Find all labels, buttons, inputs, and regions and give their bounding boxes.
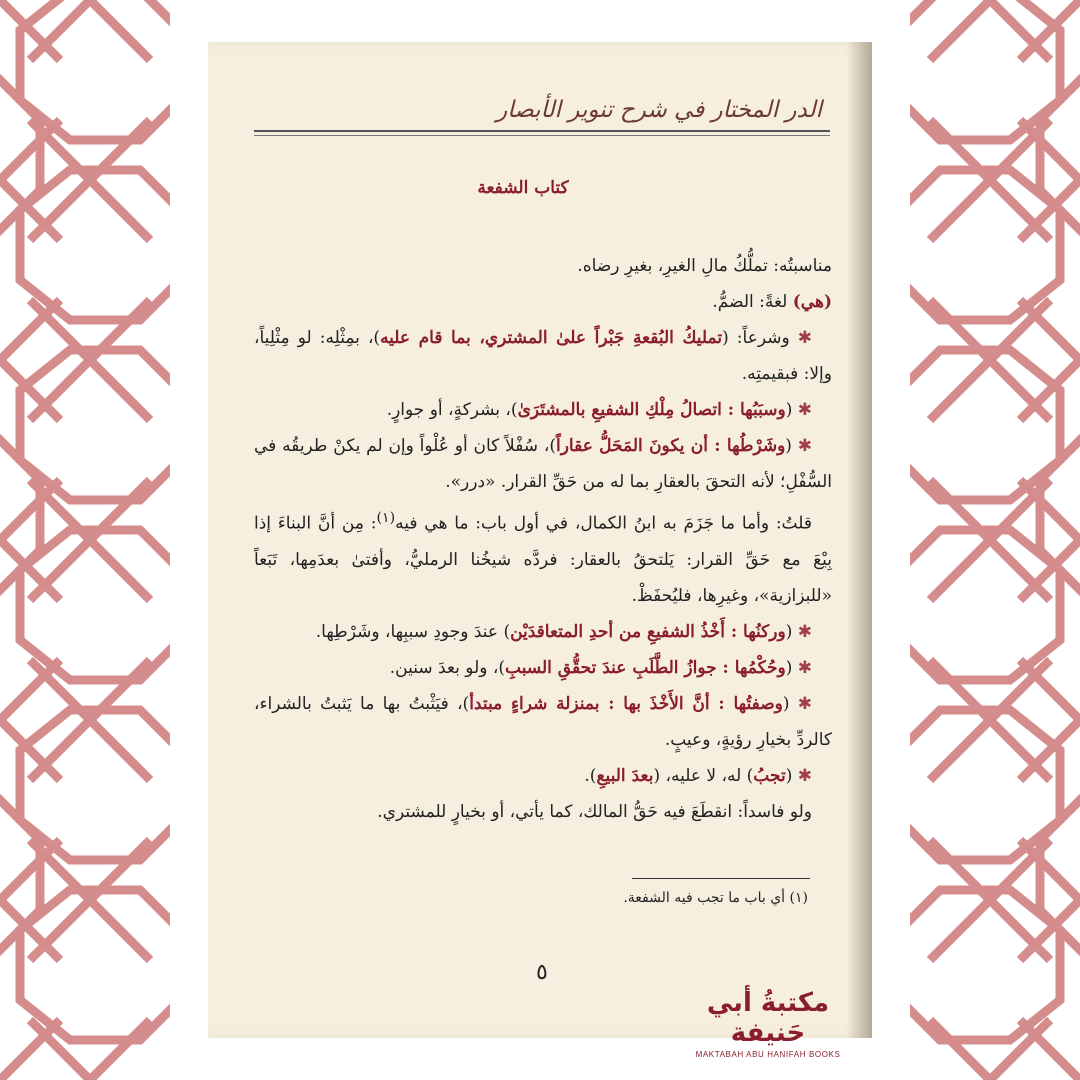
sharh-text: : مِن أنَّ البناءَ إذا بِيْعَ مع حَقِّ القرار: يَلتحقُ بالعقار: فردَّه شيخُنا الرمليُّ، وأفتىٰ بعدَمِها، تَبَعاً «للبزازية»، وغيرِها، فليُحفَظْ. [254,513,832,606]
paragraph [254,428,832,500]
matn-text: وشَرْطُها : أن يكونَ المَحَلُّ عقاراً [555,436,786,456]
paragraph [254,758,832,794]
sharh-text: )، بشركةٍ، أو جوارٍ. [386,400,518,420]
publisher-logo [668,988,868,1059]
paragraph [254,248,832,284]
sharh-text: ( [782,693,790,714]
paragraph [254,500,832,614]
bullet-star-icon: ✱ [792,765,812,786]
matn-text: وسبَبُها : اتصالُ مِلْكِ الشفيعِ بالمشتَرَىٰ [517,400,786,420]
chapter-title: كتاب الشفعة [477,178,569,198]
sharh-text: )، فيَثْبتُ بها ما يَثبتُ بالشراء، كالردِّ بخيارِ رؤيةٍ، وعيبٍ. [254,693,832,750]
sharh-text: قلتُ: وأما ما جَزَمَ به ابنُ الكمال، في أول باب: ما هي فيه [395,513,812,534]
matn-text: وحُكْمُها : جوازُ الطَّلَبِ عندَ تحقُّقِ السببِ [505,657,786,678]
sharh-text: )، سُفْلاً كان أو عُلْواً وإن لم يكنْ طريقُه في السُّفْلِ؛ لأنه التحقَ بالعقارِ بما له من حَقِّ القرار. «درر». [254,436,832,492]
footnote: (١) أي باب ما تجب فيه الشفعة. [623,890,808,906]
paragraph [254,284,832,320]
logo-arabic-text: مكتبةُ أبي حَنيفة [706,988,830,1048]
lattice-pattern-left [0,0,170,1080]
sharh-text: ( [785,657,793,678]
sharh-text: ( [785,436,792,456]
header-rule [254,130,830,132]
page-number: ٥ [536,960,548,985]
bullet-star-icon: ✱ [792,400,812,420]
sharh-text: ( [785,400,793,420]
paragraph-list [254,248,832,830]
paragraph [254,794,832,830]
running-header-title: الدر المختار في شرح تنوير الأبصار [496,97,822,123]
matn-text: (هي) [792,292,832,312]
page-body [254,170,832,830]
bullet-star-icon: ✱ [792,621,812,642]
footnote-separator [632,878,810,879]
paragraph [254,650,832,686]
sharh-text: ( [785,765,793,786]
sharh-text: مناسبتُه: تملُّكُ مالِ الغيرِ، بغيرِ رضاه. [577,256,832,276]
sharh-text: ) له، لا عليه، ( [653,765,754,786]
matn-text: تمليكُ البُقعةِ جَبْراً علىٰ المشتري، بما قام عليه [380,328,723,348]
lattice-pattern-right [910,0,1080,1080]
sharh-text: ) عندَ وجودِ سببِها، وشَرْطِها. [315,621,511,642]
bullet-star-icon: ✱ [789,693,813,714]
sharh-text: ولو فاسداً: انقطَعَ فيه حَقُّ المالك، كما يأتي، أو بخيارٍ للمشتري. [377,801,812,822]
lattice-border-right [910,0,1080,1080]
matn-text: وصفتُها : أنَّ الأَخْذَ بها : بمنزلة شراءٍ مبتدأ [469,693,783,714]
paragraph [254,686,832,758]
book-page [208,42,872,1038]
page-gutter-shadow [846,42,872,1038]
paragraph [254,392,832,428]
matn-text: وركنُها : أَخْذُ الشفيعِ من أحدِ المتعاقدَيْن [510,621,786,642]
paragraph [254,614,832,650]
sharh-text: (١) [376,510,396,526]
bullet-star-icon: ✱ [789,328,812,348]
sharh-text: )، بمِثْلِه: لو مِثْلِياً، وإلا: فبقيمتِه. [254,328,832,384]
lattice-border-left [0,0,170,1080]
sharh-text: وشرعاً: ( [722,328,790,348]
sharh-text: لغةً: الضمُّ. [712,292,793,312]
matn-text: تجبُ [753,765,786,786]
logo-english-text: MAKTABAH ABU HANIFAH BOOKS [695,1050,841,1059]
bullet-star-icon: ✱ [791,436,812,456]
sharh-text: ( [785,621,793,642]
header-rule-thin [254,135,830,136]
matn-text: بعدَ البيعِ [596,765,654,786]
paragraph [254,320,832,392]
sharh-text: )، ولو بعدَ سنين. [389,657,505,678]
bullet-star-icon: ✱ [792,657,812,678]
sharh-text: ). [584,765,597,786]
